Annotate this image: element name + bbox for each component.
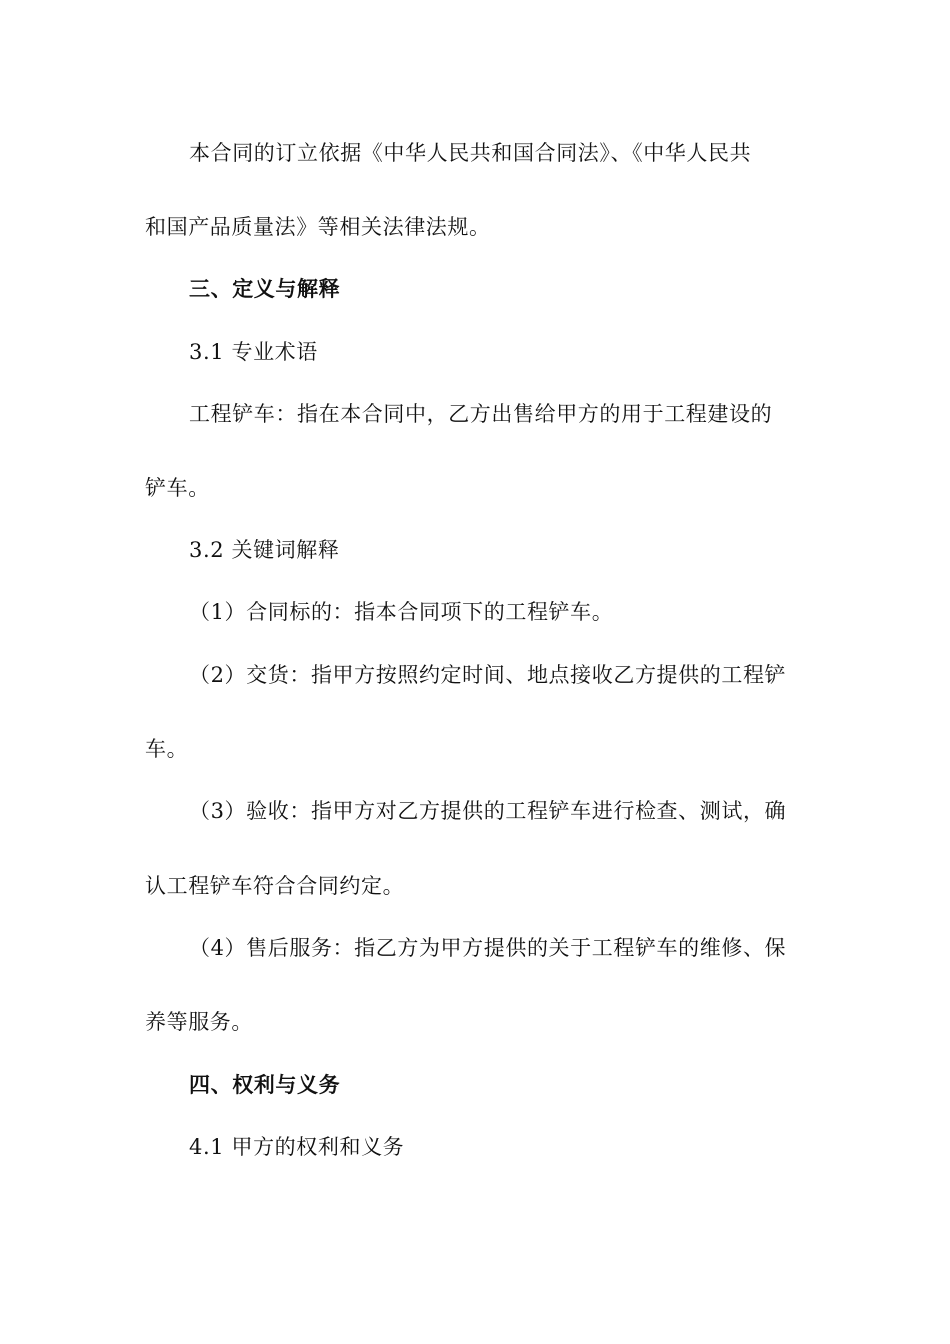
subsection-4-1-title: 4.1 甲方的权利和义务 bbox=[189, 1135, 405, 1159]
paragraph-legal-basis-line2: 和国产品质量法》等相关法律法规。 bbox=[145, 215, 491, 239]
list-item-2-line1: （2）交货：指甲方按照约定时间、地点接收乙方提供的工程铲 bbox=[189, 663, 787, 687]
list-item-4-line1: （4）售后服务：指乙方为甲方提供的关于工程铲车的维修、保 bbox=[189, 936, 787, 960]
list-item-2-line2: 车。 bbox=[145, 737, 189, 761]
paragraph-loader-definition-line2: 铲车。 bbox=[145, 476, 210, 500]
section-heading-rights-obligations: 四、权利与义务 bbox=[189, 1073, 341, 1097]
list-item-3-line1: （3）验收：指甲方对乙方提供的工程铲车进行检查、测试，确 bbox=[189, 799, 787, 823]
section-heading-definitions: 三、定义与解释 bbox=[189, 277, 341, 301]
paragraph-legal-basis-line1: 本合同的订立依据《中华人民共和国合同法》、《中华人民共 bbox=[189, 141, 752, 165]
list-item-4-line2: 养等服务。 bbox=[145, 1010, 253, 1034]
list-item-3-line2: 认工程铲车符合合同约定。 bbox=[145, 874, 405, 898]
list-item-1: （1）合同标的：指本合同项下的工程铲车。 bbox=[189, 600, 614, 624]
subsection-3-2-title: 3.2 关键词解释 bbox=[189, 538, 340, 562]
subsection-3-1-title: 3.1 专业术语 bbox=[189, 340, 318, 364]
paragraph-loader-definition-line1: 工程铲车：指在本合同中，乙方出售给甲方的用于工程建设的 bbox=[189, 402, 773, 426]
